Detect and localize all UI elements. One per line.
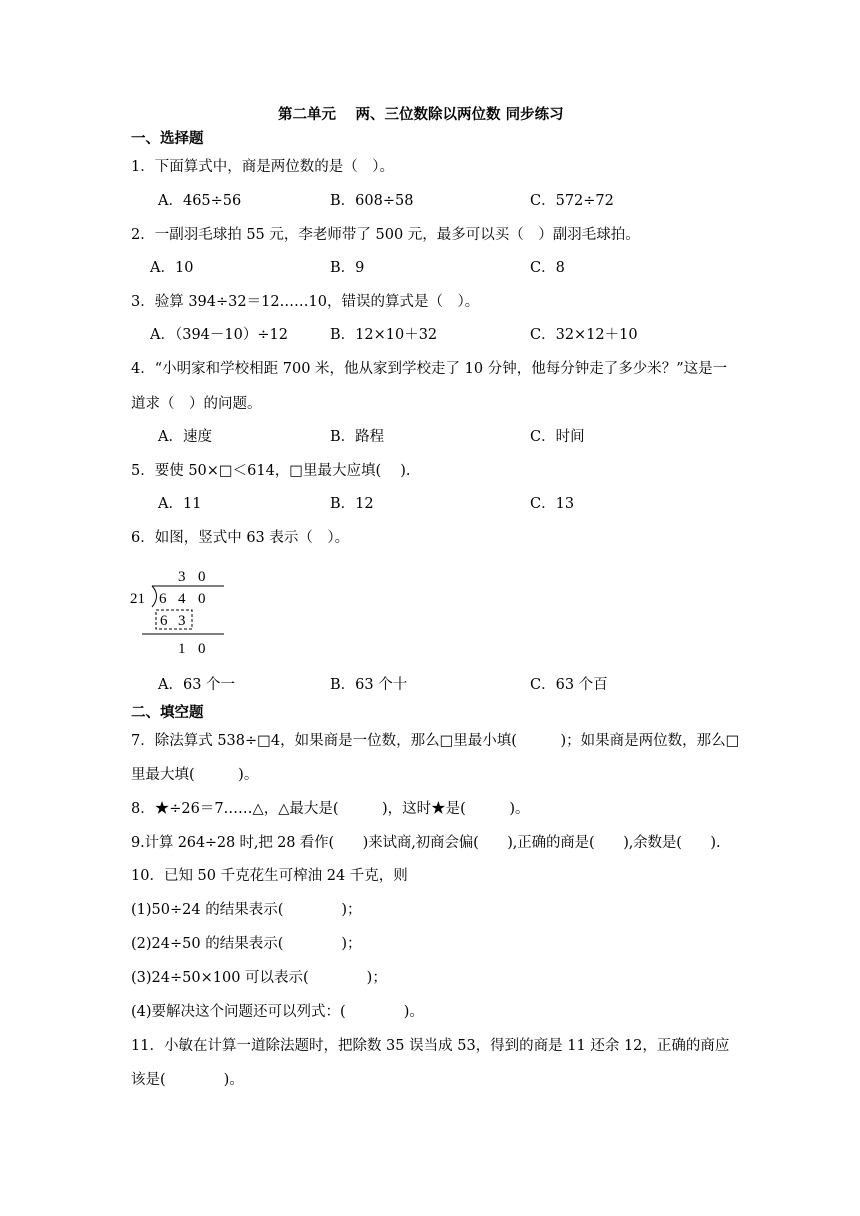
page-title: 第二单元 两、三位数除以两位数 同步练习 — [278, 106, 564, 123]
question-10-part-4: (4)要解决这个问题还可以列式：( )。 — [131, 1004, 424, 1020]
question-10-part-3: (3)24÷50×100 可以表示( )； — [131, 970, 387, 986]
product-digit: 6 — [160, 613, 168, 629]
dividend-digit: 0 — [198, 591, 206, 607]
question-3-option-b: B．12×10＋32 — [330, 327, 438, 343]
question-11-line1: 11．小敏在计算一道除法题时，把除数 35 误当成 53，得到的商是 11 还余 12，正确的商应 — [131, 1038, 730, 1054]
question-1-stem: 1．下面算式中，商是两位数的是（ ）。 — [131, 159, 394, 175]
question-2-option-b: B．9 — [330, 260, 365, 276]
question-7-line1: 7．除法算式 538÷□4，如果商是一位数，那么□里最小填( )；如果商是两位数，那么□ — [131, 733, 740, 749]
question-9: 9.计算 264÷28 时,把 28 看作( )来试商,初商会偏( ),正确的商是( ),余数是( ). — [131, 835, 721, 851]
question-4-stem-line2: 道求（ ）的问题。 — [131, 396, 262, 412]
question-7-line2: 里最大填( )。 — [131, 767, 259, 783]
question-6-option-b: B．63 个十 — [330, 677, 408, 693]
question-2-option-c: C．8 — [530, 260, 565, 276]
question-3-option-c: C．32×12＋10 — [530, 327, 638, 343]
question-5-stem: 5．要使 50×□＜614，□里最大应填( ). — [131, 463, 411, 479]
question-10-part-2: (2)24÷50 的结果表示( )； — [131, 936, 362, 952]
question-3-stem: 3．验算 394÷32＝12……10，错误的算式是（ ）。 — [131, 294, 480, 310]
product-digit: 3 — [178, 613, 186, 629]
long-division-figure — [128, 566, 228, 661]
question-10-stem: 10．已知 50 千克花生可榨油 24 千克，则 — [131, 868, 408, 884]
section-heading-choice: 一、选择题 — [131, 130, 204, 147]
question-1-option-c: C．572÷72 — [530, 193, 614, 209]
question-1-option-b: B．608÷58 — [330, 193, 414, 209]
question-6-option-c: C．63 个百 — [530, 677, 608, 693]
remainder-digit: 0 — [198, 641, 206, 657]
question-3-option-a: A．（394－10）÷12 — [150, 327, 288, 343]
division-bracket — [152, 586, 157, 607]
question-4-option-b: B．路程 — [330, 429, 385, 445]
question-5-option-c: C．13 — [530, 496, 575, 512]
question-4-option-c: C．时间 — [530, 429, 585, 445]
quotient-digit: 3 — [178, 569, 186, 585]
question-6-stem: 6．如图，竖式中 63 表示（ ）。 — [131, 530, 350, 546]
question-5-option-b: B．12 — [330, 496, 374, 512]
question-10-part-1: (1)50÷24 的结果表示( )； — [131, 902, 362, 918]
section-heading-fill: 二、填空题 — [131, 704, 204, 721]
question-2-option-a: A．10 — [150, 260, 194, 276]
quotient-digit: 0 — [198, 569, 206, 585]
question-4-option-a: A．速度 — [158, 429, 212, 445]
question-2-stem: 2．一副羽毛球拍 55 元，李老师带了 500 元，最多可以买（ ）副羽毛球拍。 — [131, 227, 640, 243]
question-1-option-a: A．465÷56 — [158, 193, 242, 209]
question-5-option-a: A．11 — [158, 496, 202, 512]
question-6-option-a: A．63 个一 — [158, 677, 236, 693]
divisor: 21 — [130, 591, 145, 607]
question-4-stem-line1: 4．“小明家和学校相距 700 米，他从家到学校走了 10 分钟，他每分钟走了多少米？”这是一 — [131, 361, 728, 377]
dividend-digit: 4 — [178, 591, 186, 607]
question-8: 8．★÷26＝7……△，△最大是( )，这时★是( )。 — [131, 801, 530, 817]
dividend-digit: 6 — [159, 591, 167, 607]
remainder-digit: 1 — [178, 641, 186, 657]
question-11-line2: 该是( )。 — [131, 1072, 244, 1088]
